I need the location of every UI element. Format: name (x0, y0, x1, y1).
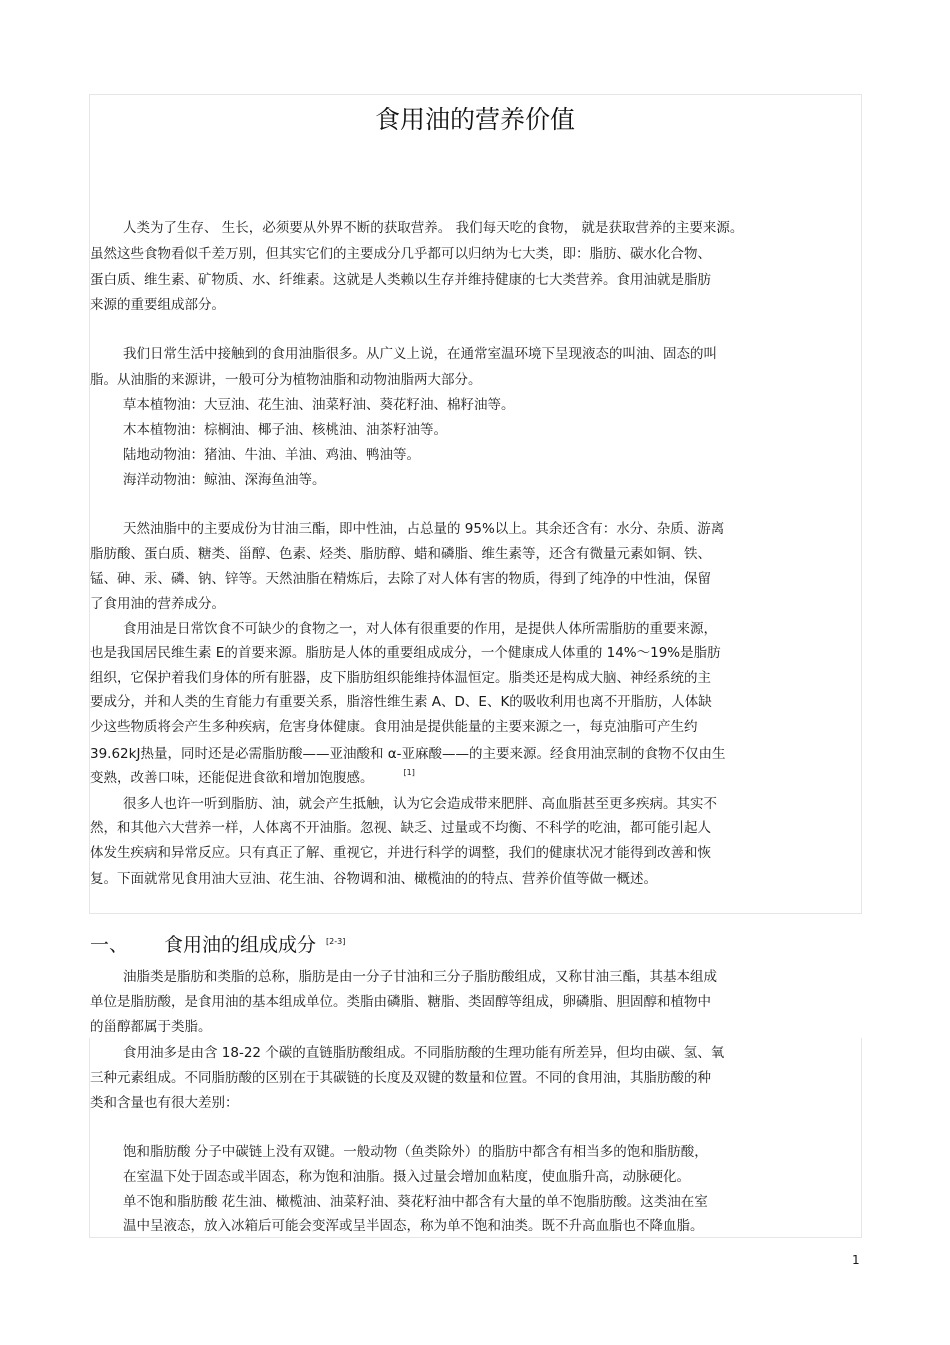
oil-type-item: 陆地动物油：猪油、牛油、羊油、鸡油、鸭油等。 (123, 447, 420, 463)
fatty-acids-line: 食用油多是由含 18-22 个碳的直链脂肪酸组成。不同脂肪酸的生理功能有所差异，但均由碳、氢、氧 (123, 1045, 725, 1061)
classification-line: 我们日常生活中接触到的食用油脂很多。从广义上说，在通常室温环境下呈现液态的叫油、固态的叫 (123, 346, 717, 362)
importance-line: 也是我国居民维生素 E的首要来源。脂肪是人体的重要组成成分，一个健康成人体重的 14%～19%是脂肪 (90, 645, 721, 661)
classification-line: 脂。从油脂的来源讲，一般可分为植物油脂和动物油脂两大部分。 (90, 372, 482, 388)
importance-line: 组织，它保护着我们身体的所有脏器，皮下脂肪组织能维持体温恒定。脂类还是构成大脑、神经系统的主 (90, 670, 711, 686)
importance-line: 少这些物质将会产生多种疾病，危害身体健康。食用油是提供能量的主要来源之一，每克油脂可产生约 (90, 719, 698, 735)
misconception-line: 很多人也许一听到脂肪、油，就会产生抵触，认为它会造成带来肥胖、高血脂甚至更多疾病。其实不 (123, 796, 717, 812)
intro-line: 蛋白质、维生素、矿物质、水、纤维素。这就是人类赖以生存并维持健康的七大类营养。食用油就是脂肪 (90, 272, 711, 288)
oil-type-item: 草本植物油：大豆油、花生油、油菜籽油、葵花籽油、棉籽油等。 (123, 397, 515, 413)
content-frame-top (89, 94, 862, 914)
misconception-line: 复。下面就常见食用油大豆油、花生油、谷物调和油、橄榄油的的特点、营养价值等做一概述。 (90, 871, 657, 887)
components-line: 天然油脂中的主要成份为甘油三酯，即中性油，占总量的 95%以上。其余还含有：水分、杂质、游离 (123, 521, 725, 537)
importance-text: 变熟，改善口味，还能促进食欲和增加饱腹感。 (90, 770, 374, 786)
lipids-line: 油脂类是脂肪和类脂的总称，脂肪是由一分子甘油和三分子脂肪酸组成，又称甘油三酯，其基本组成 (123, 969, 717, 985)
section-heading (90, 930, 345, 957)
fatty-acids-line: 类和含量也有很大差别： (90, 1095, 239, 1111)
importance-line (90, 768, 415, 790)
oil-type-item: 木本植物油：棕榈油、椰子油、核桃油、油茶籽油等。 (123, 422, 447, 438)
oil-type-item: 海洋动物油：鲸油、深海鱼油等。 (123, 472, 326, 488)
citation-ref: [2-3] (326, 937, 346, 946)
intro-line: 虽然这些食物看似千差万别，但其实它们的主要成分几乎都可以归纳为七大类，即：脂肪、碳水化合物、 (90, 246, 711, 262)
misconception-line: 然，和其他六大营养一样，人体离不开油脂。忽视、缺乏、过量或不均衡、不科学的吃油，都可能引起人 (90, 820, 711, 836)
importance-line: 要成分，并和人类的生育能力有重要关系，脂溶性维生素 A、D、E、K的吸收利用也离不开脂肪，人体缺 (90, 694, 712, 710)
citation-ref: [1] (403, 768, 415, 777)
saturated-line: 饱和脂肪酸 分子中碳链上没有双键。一般动物（鱼类除外）的脂肪中都含有相当多的饱和脂肪酸， (123, 1144, 708, 1160)
monounsaturated-line: 温中呈液态，放入冰箱后可能会变浑或呈半固态，称为单不饱和油类。既不升高血脂也不降血脂。 (123, 1218, 704, 1234)
fatty-acids-line: 三种元素组成。不同脂肪酸的区别在于其碳链的长度及双键的数量和位置。不同的食用油，其脂肪酸的种 (90, 1070, 711, 1086)
lipids-line: 单位是脂肪酸，是食用油的基本组成单位。类脂由磷脂、糖脂、类固醇等组成，卵磷脂、胆固醇和植物中 (90, 994, 711, 1010)
saturated-line: 在室温下处于固态或半固态，称为饱和油脂。摄入过量会增加血粘度，使血脂升高，动脉硬化。 (123, 1169, 690, 1185)
components-line: 锰、砷、汞、磷、钠、锌等。天然油脂在精炼后，去除了对人体有害的物质，得到了纯净的中性油，保留 (90, 571, 711, 587)
page-title: 食用油的营养价值 (374, 105, 575, 134)
page-number: 1 (852, 1253, 860, 1267)
components-line: 脂肪酸、蛋白质、糖类、甾醇、色素、烃类、脂肪醇、蜡和磷脂、维生素等，还含有微量元素如铜、铁、 (90, 546, 711, 562)
monounsaturated-line: 单不饱和脂肪酸 花生油、橄榄油、油菜籽油、葵花籽油中都含有大量的单不饱脂肪酸。这类油在室 (123, 1194, 708, 1210)
section-title: 食用油的组成成分 (164, 934, 317, 956)
importance-line: 39.62kJ热量，同时还是必需脂肪酸——亚油酸和 α-亚麻酸——的主要来源。经食用油烹制的食物不仅由生 (90, 746, 726, 762)
intro-line: 来源的重要组成部分。 (90, 297, 225, 313)
misconception-line: 体发生疾病和异常反应。只有真正了解、重视它，并进行科学的调整，我们的健康状况才能得到改善和恢 (90, 845, 711, 861)
section-number: 一、 (90, 934, 129, 956)
intro-line: 人类为了生存、 生长，必须要从外界不断的获取营养。 我们每天吃的食物， 就是获取营养的主要来源。 (123, 220, 744, 236)
components-line: 了食用油的营养成分。 (90, 596, 225, 612)
lipids-line: 的甾醇都属于类脂。 (90, 1019, 212, 1035)
importance-line: 食用油是日常饮食不可缺少的食物之一，对人体有很重要的作用，是提供人体所需脂肪的重要来源， (123, 621, 717, 637)
